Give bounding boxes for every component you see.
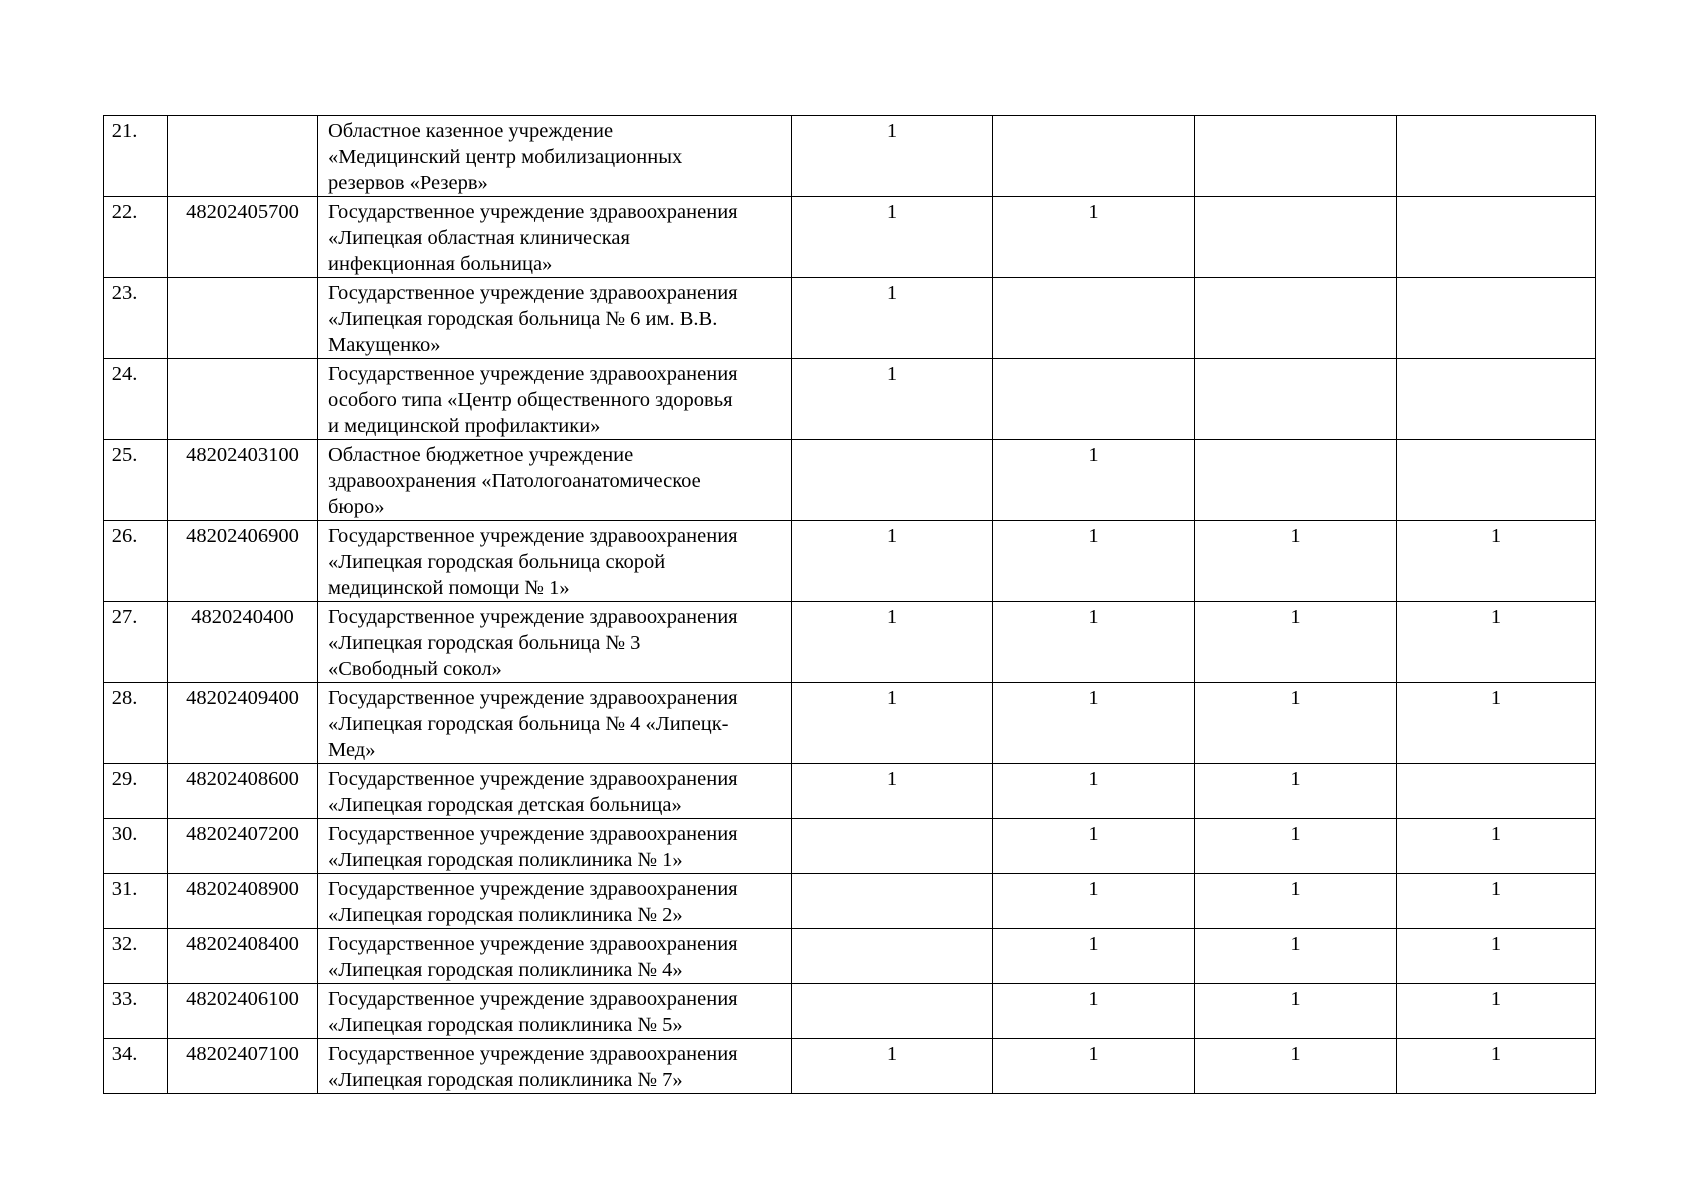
table-row [104, 984, 1596, 1039]
value-cell-col1 [792, 819, 993, 874]
institution-name-line: «Липецкая городская поликлиника № 1» [328, 849, 683, 871]
institution-name [318, 116, 792, 197]
institution-name-line: «Липецкая городская больница № 4 «Липецк- [328, 713, 729, 735]
value-cell-col4: 1 [1397, 984, 1596, 1039]
value-cell-col4: 1 [1397, 521, 1596, 602]
value-cell-col1: 1 [792, 359, 993, 440]
institution-name [318, 764, 792, 819]
row-number: 26. [104, 521, 168, 602]
table-row [104, 602, 1596, 683]
okpo-code: 48202407100 [168, 1039, 318, 1094]
row-number: 23. [104, 278, 168, 359]
okpo-code: 48202403100 [168, 440, 318, 521]
table-row [104, 521, 1596, 602]
value-cell-col4 [1397, 440, 1596, 521]
value-cell-col3: 1 [1195, 984, 1397, 1039]
institution-name-line: Государственное учреждение здравоохранения [328, 525, 738, 547]
value-cell-col4: 1 [1397, 683, 1596, 764]
value-cell-col3: 1 [1195, 602, 1397, 683]
institution-name [318, 819, 792, 874]
value-cell-col1 [792, 929, 993, 984]
value-cell-col1 [792, 440, 993, 521]
row-number: 25. [104, 440, 168, 521]
table-row [104, 440, 1596, 521]
institution-name-line: особого типа «Центр общественного здоровья [328, 389, 733, 411]
value-cell-col2: 1 [993, 984, 1195, 1039]
institution-name [318, 984, 792, 1039]
institution-name-line: Государственное учреждение здравоохранения [328, 823, 738, 845]
value-cell-col2: 1 [993, 819, 1195, 874]
value-cell-col3: 1 [1195, 929, 1397, 984]
value-cell-col3 [1195, 278, 1397, 359]
institution-name-line: «Липецкая городская поликлиника № 5» [328, 1014, 683, 1036]
row-number: 30. [104, 819, 168, 874]
value-cell-col2: 1 [993, 929, 1195, 984]
institution-name-line: «Медицинский центр мобилизационных [328, 146, 683, 168]
row-number: 32. [104, 929, 168, 984]
table-row [104, 874, 1596, 929]
institution-name-line: бюро» [328, 496, 385, 518]
institution-name-line: Государственное учреждение здравоохранения [328, 282, 738, 304]
value-cell-col1: 1 [792, 521, 993, 602]
value-cell-col2: 1 [993, 521, 1195, 602]
institutions-table [103, 115, 1596, 1094]
row-number: 27. [104, 602, 168, 683]
institution-name-line: «Липецкая городская больница № 6 им. В.В. [328, 308, 718, 330]
institution-name-line: «Липецкая городская больница № 3 [328, 632, 641, 654]
value-cell-col4 [1397, 359, 1596, 440]
table-row [104, 116, 1596, 197]
institution-name-line: инфекционная больница» [328, 253, 553, 275]
value-cell-col3: 1 [1195, 874, 1397, 929]
institution-name [318, 929, 792, 984]
institution-name [318, 874, 792, 929]
value-cell-col3: 1 [1195, 521, 1397, 602]
row-number: 28. [104, 683, 168, 764]
value-cell-col1: 1 [792, 197, 993, 278]
value-cell-col1 [792, 984, 993, 1039]
okpo-code: 48202408600 [168, 764, 318, 819]
institution-name [318, 197, 792, 278]
institution-name-line: Государственное учреждение здравоохранения [328, 878, 738, 900]
value-cell-col1: 1 [792, 278, 993, 359]
okpo-code [168, 359, 318, 440]
institution-name [318, 602, 792, 683]
value-cell-col2 [993, 116, 1195, 197]
institution-name [318, 278, 792, 359]
value-cell-col1 [792, 874, 993, 929]
okpo-code: 48202406900 [168, 521, 318, 602]
okpo-code: 48202409400 [168, 683, 318, 764]
value-cell-col3 [1195, 116, 1397, 197]
value-cell-col3 [1195, 440, 1397, 521]
institution-name [318, 440, 792, 521]
row-number: 33. [104, 984, 168, 1039]
value-cell-col3 [1195, 359, 1397, 440]
value-cell-col2: 1 [993, 197, 1195, 278]
institution-name-line: Областное бюджетное учреждение [328, 444, 634, 466]
institution-name-line: «Липецкая городская больница скорой [328, 551, 666, 573]
institution-name-line: здравоохранения «Патологоанатомическое [328, 470, 701, 492]
institution-name-line: резервов «Резерв» [328, 172, 488, 194]
value-cell-col1: 1 [792, 1039, 993, 1094]
institution-name-line: Государственное учреждение здравоохранения [328, 768, 738, 790]
institution-name [318, 683, 792, 764]
value-cell-col3: 1 [1195, 683, 1397, 764]
institution-name-line: Государственное учреждение здравоохранения [328, 201, 738, 223]
value-cell-col2 [993, 278, 1195, 359]
institution-name-line: Мед» [328, 739, 376, 761]
value-cell-col3: 1 [1195, 764, 1397, 819]
table-row [104, 683, 1596, 764]
value-cell-col2: 1 [993, 1039, 1195, 1094]
table-row [104, 197, 1596, 278]
institution-name-line: «Липецкая городская поликлиника № 2» [328, 904, 683, 926]
value-cell-col4: 1 [1397, 874, 1596, 929]
value-cell-col2: 1 [993, 764, 1195, 819]
institution-name-line: Областное казенное учреждение [328, 120, 614, 142]
table-row [104, 359, 1596, 440]
value-cell-col1: 1 [792, 602, 993, 683]
table-row [104, 278, 1596, 359]
value-cell-col2: 1 [993, 602, 1195, 683]
value-cell-col3: 1 [1195, 819, 1397, 874]
table-row [104, 929, 1596, 984]
institution-name-line: Государственное учреждение здравоохранения [328, 687, 738, 709]
institution-name-line: Государственное учреждение здравоохранения [328, 363, 738, 385]
value-cell-col1: 1 [792, 683, 993, 764]
institution-name-line: Государственное учреждение здравоохранения [328, 933, 738, 955]
value-cell-col2 [993, 359, 1195, 440]
value-cell-col1: 1 [792, 764, 993, 819]
institution-name-line: «Липецкая городская поликлиника № 4» [328, 959, 683, 981]
institution-name [318, 1039, 792, 1094]
value-cell-col4 [1397, 116, 1596, 197]
institution-name-line: Государственное учреждение здравоохранения [328, 606, 738, 628]
okpo-code: 48202405700 [168, 197, 318, 278]
institution-name-line: и медицинской профилактики» [328, 415, 601, 437]
institution-name-line: Государственное учреждение здравоохранения [328, 988, 738, 1010]
value-cell-col2: 1 [993, 683, 1195, 764]
okpo-code: 48202408400 [168, 929, 318, 984]
value-cell-col3: 1 [1195, 1039, 1397, 1094]
okpo-code [168, 278, 318, 359]
row-number: 31. [104, 874, 168, 929]
okpo-code: 48202407200 [168, 819, 318, 874]
institution-name-line: «Липецкая городская детская больница» [328, 794, 682, 816]
okpo-code: 4820240400 [168, 602, 318, 683]
value-cell-col2: 1 [993, 874, 1195, 929]
value-cell-col3 [1195, 197, 1397, 278]
institution-name-line: медицинской помощи № 1» [328, 577, 570, 599]
value-cell-col4 [1397, 764, 1596, 819]
value-cell-col4: 1 [1397, 929, 1596, 984]
value-cell-col4: 1 [1397, 1039, 1596, 1094]
okpo-code: 48202406100 [168, 984, 318, 1039]
table-row [104, 764, 1596, 819]
value-cell-col4 [1397, 197, 1596, 278]
row-number: 29. [104, 764, 168, 819]
institution-name-line: «Липецкая областная клиническая [328, 227, 630, 249]
table-row [104, 1039, 1596, 1094]
row-number: 21. [104, 116, 168, 197]
okpo-code [168, 116, 318, 197]
value-cell-col1: 1 [792, 116, 993, 197]
table-row [104, 819, 1596, 874]
value-cell-col2: 1 [993, 440, 1195, 521]
table-body [104, 116, 1596, 1094]
institution-name [318, 521, 792, 602]
value-cell-col4: 1 [1397, 819, 1596, 874]
value-cell-col4: 1 [1397, 602, 1596, 683]
row-number: 24. [104, 359, 168, 440]
institution-name-line: Государственное учреждение здравоохранения [328, 1043, 738, 1065]
institution-name-line: «Свободный сокол» [328, 658, 502, 680]
row-number: 34. [104, 1039, 168, 1094]
row-number: 22. [104, 197, 168, 278]
okpo-code: 48202408900 [168, 874, 318, 929]
value-cell-col4 [1397, 278, 1596, 359]
institution-name-line: Макущенко» [328, 334, 441, 356]
institution-name-line: «Липецкая городская поликлиника № 7» [328, 1069, 683, 1091]
institution-name [318, 359, 792, 440]
